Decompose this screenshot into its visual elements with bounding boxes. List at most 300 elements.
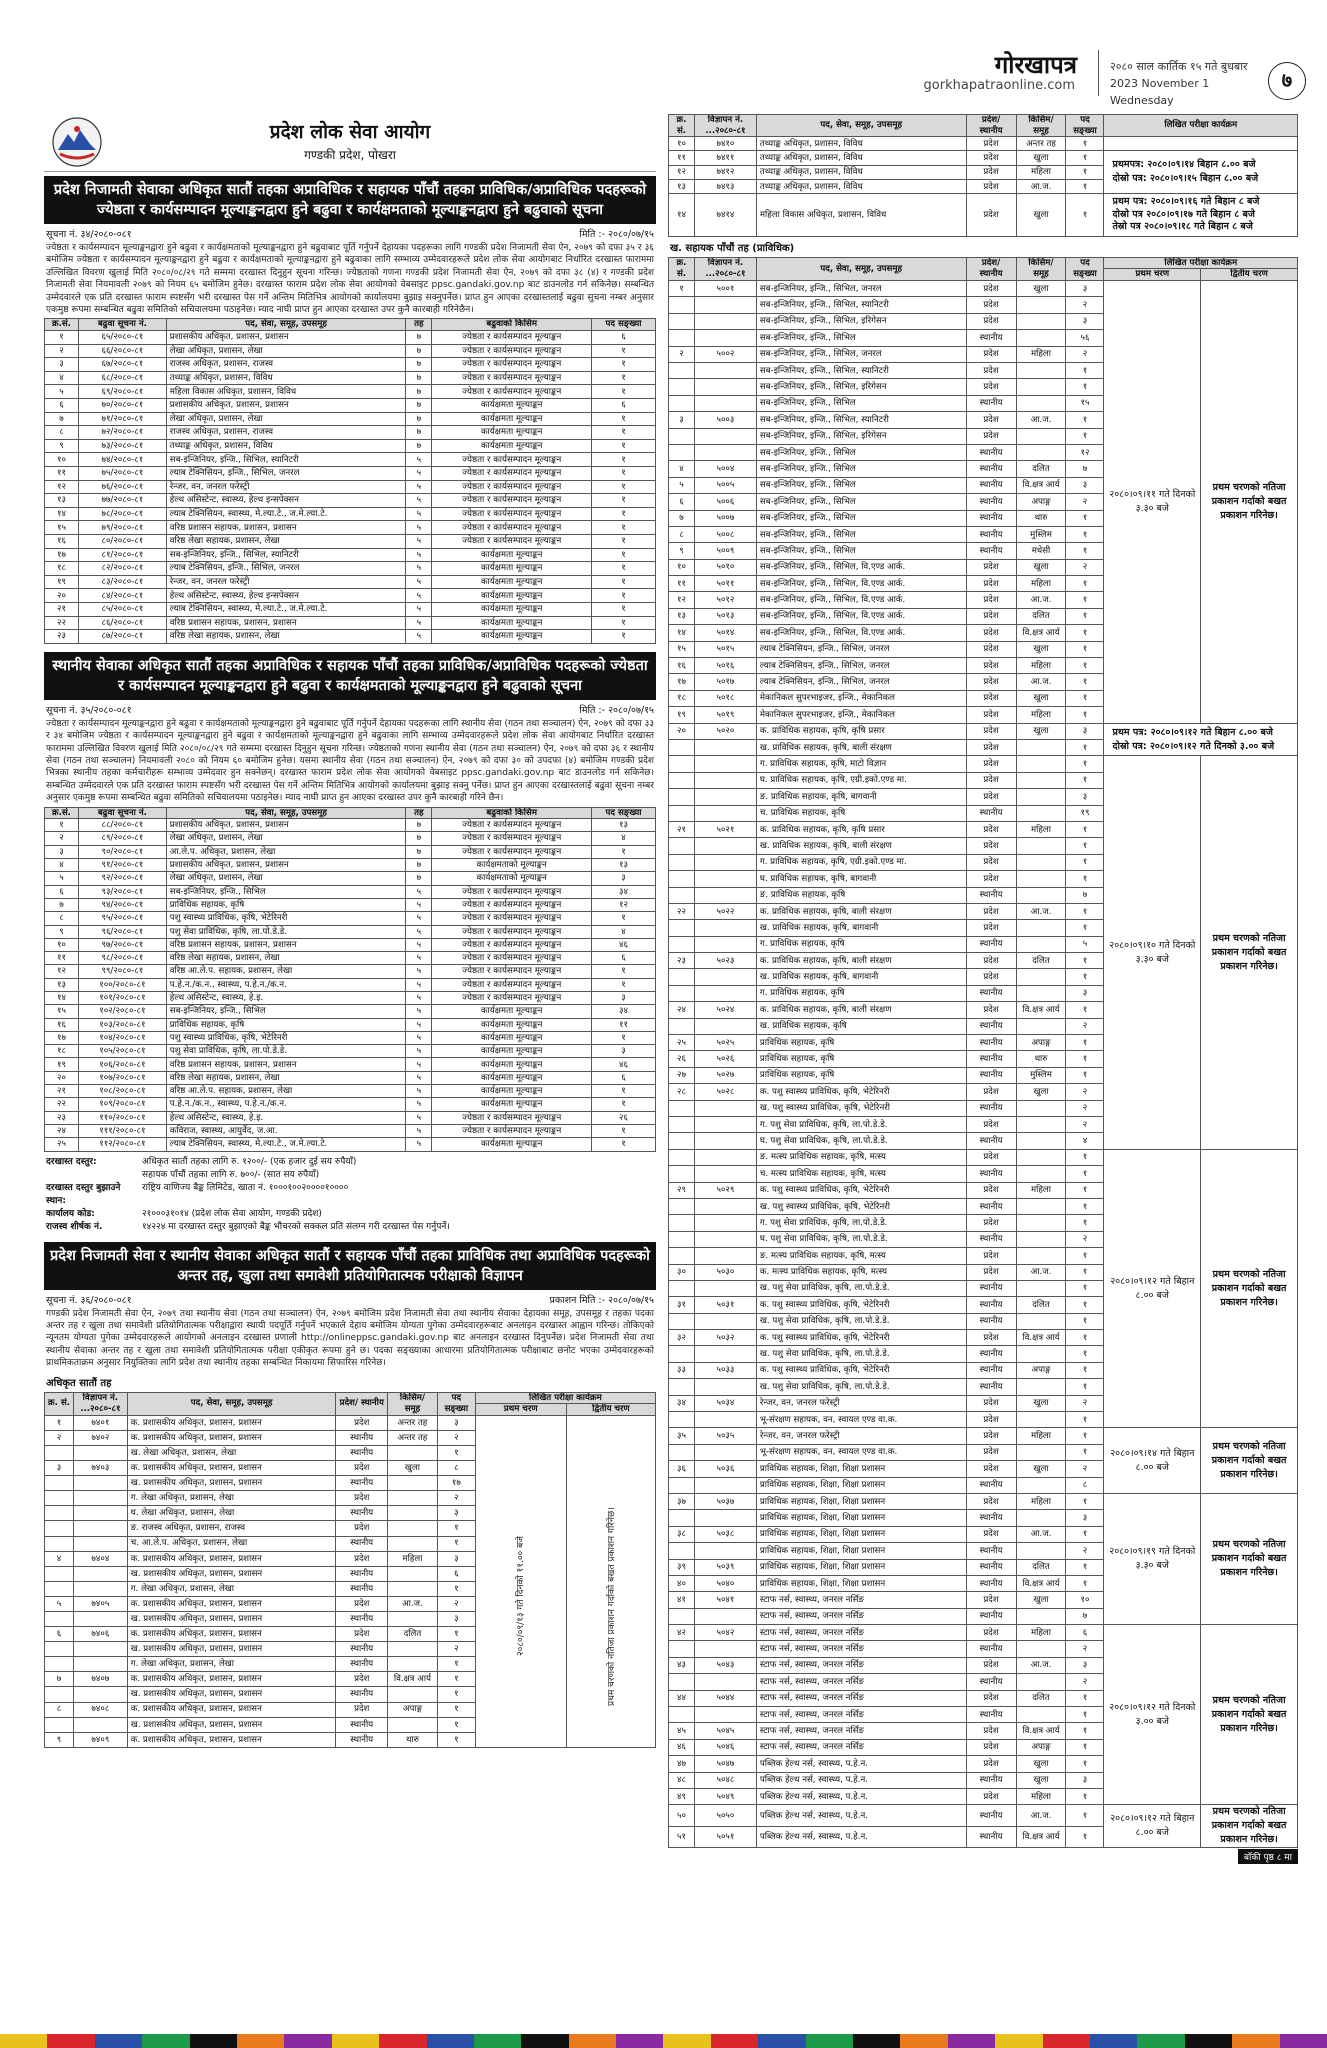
table-cell: प्राविधिक सहायक, कृषि (756, 1035, 966, 1051)
table-cell: ६ (437, 1566, 475, 1581)
table-cell: १ (1066, 674, 1104, 690)
table-cell: १ (1066, 1313, 1104, 1329)
table-cell: स्थानीय (336, 1536, 388, 1551)
table-cell: ५ (406, 521, 432, 535)
table-cell: प्रदेश (966, 903, 1016, 919)
fee-row (46, 1208, 654, 1221)
color-bar-segment (47, 2034, 94, 2048)
table-cell: ४२ (669, 1625, 695, 1641)
table-row (45, 562, 656, 576)
table-cell: १६ (669, 658, 695, 674)
table-cell: १ (1066, 1756, 1104, 1772)
table-cell: महिला (1016, 658, 1066, 674)
table-cell: स्थानीय (336, 1642, 388, 1657)
table-cell: ४ (45, 859, 79, 872)
website-link[interactable]: gorkhapatraonline.com (923, 78, 1075, 93)
table-cell: ३ (1066, 723, 1104, 739)
table-cell (669, 1166, 695, 1182)
table-cell: खुला (388, 1461, 438, 1476)
table-cell: १०१/२०८०-८१ (78, 991, 166, 1004)
fee-value: राष्ट्रिय वाणिज्य बैङ्क लिमिटेड, खाता नं. १०००१००२००००१०००० (142, 1182, 349, 1193)
table-cell: ५०२८ (694, 1084, 756, 1100)
table-cell: मुस्लिम (1016, 1067, 1066, 1083)
notice2-text: ज्येष्ठता र कार्यसम्पादन मूल्याङ्कनद्वारा हुने बढुवा र कार्यक्षमताको मूल्याङ्कनद्वारा हुने बढुवाबाट पूर्ति गर्नुपर्ने देहायका पदहरूका लागि स्थानीय सेवा (गठन तथा सञ्चालन) ऐन, २०७९ को दफा ३३ र ३४ बमोजिम ज्येष्ठता र कार्यसम्पादन मूल्याङ्कनद्वारा हुने बढुवा र कार्यक्षमताको मूल्याङ्कनद्वारा हुने बढुवाका लागि सम्भाव्य उम्मेदवारहरूले प्रदेश लोक सेवा आयोगबाट निर्धारित दरखास्त फाराममा उल्लिखित विवरण खुलाई मिति २०८०/०८/२९ गते सम्ममा दरखास्त दिनुहुन सूचना गरिन्छ। ज्येष्ठताको गणना स्थानीय सेवा (गठन तथा सञ्चालन) ऐन, २०७९ को दफा ३६ र स्थानीय सेवा (गठन तथा सञ्चालन) नियमावली २०८० को नियम ६० बमोजिम हुनेछ। यसमा स्थानीय सेवा (गठन तथा सञ्चालन) ऐन, २०७९ को दफा ३० को उपदफा (४) बमोजिम गण्डकी प्रदेश भित्रका स्थानीय तहका कर्मचारीहरू सम्भाव्य उम्मेदवार हुन सक्नेछन्। दरखास्त फाराम प्रदेश लोक सेवा आयोगको वेबसाइट ppsc.gandaki.gov.np बाट डाउनलोड गर्न सकिनेछ। सम्बन्धित उम्मेदवारले एक प्रति दरखास्त फाराम स्पष्टसँग भरी दरखास्त पेस गर्ने अन्तिम मितिभित्र आयोगको कार्यालयमा बुझाइ सक्नु पर्नेछ। प्राप्त हुन आएका दरखास्तलाई बढुवा सूचना नम्बर अनुसार एकमुष्ठ रूपमा सम्बन्धित बढुवा समितिको सचिवालयमा पठाइनेछ। म्याद नाघी प्राप्त हुन आएका दरखास्त उपर कुनै कारबाही गरिने छैन। (46, 718, 654, 804)
table-cell: प्रदेश (966, 1657, 1016, 1673)
table-cell: १ (1066, 1379, 1104, 1395)
table-cell: क. पशु स्वास्थ्य प्राविधिक, कृषि, भेटेरिनरी (756, 1084, 966, 1100)
table-cell: १ (1066, 953, 1104, 969)
table-cell: प्रदेश (966, 379, 1016, 395)
table-cell: मुस्लिम (1016, 526, 1066, 542)
table-cell (694, 969, 756, 985)
table-cell: ५० (669, 1805, 695, 1827)
table-row (45, 616, 656, 630)
table-cell (388, 1642, 438, 1657)
table-cell: ७ (406, 358, 432, 372)
table-cell (694, 1149, 756, 1165)
table-cell: १ (437, 1702, 475, 1717)
table-cell: स्थानीय (966, 1510, 1016, 1526)
color-bar-segment (853, 2034, 900, 2048)
table-cell (1016, 1166, 1066, 1182)
table-cell: ७२/२०८०-८१ (78, 426, 166, 440)
table-cell: १ (1066, 1215, 1104, 1231)
table-cell: ५००३ (694, 412, 756, 428)
table-cell (45, 1657, 74, 1672)
table-cell (669, 1100, 695, 1116)
table-cell: स्थानीय (966, 1346, 1016, 1362)
table-cell (694, 740, 756, 756)
table-cell: ३५ (669, 1428, 695, 1444)
table-cell: दलित (388, 1627, 438, 1642)
table-cell: १ (1066, 1264, 1104, 1280)
table-cell: ङ. मत्स्य प्राविधिक सहायक, कृषि, मत्स्य (756, 1248, 966, 1264)
table-cell (694, 1444, 756, 1460)
table-cell: ७ (406, 426, 432, 440)
table-cell: २७ (669, 1067, 695, 1083)
table-cell: प्रदेश (966, 1625, 1016, 1641)
table-cell: घ. पशु सेवा प्राविधिक, कृषि, ला.पो.डे.डे. (756, 1133, 966, 1149)
table-cell: १ (592, 521, 656, 535)
table-cell: सब-इन्जिनियर, इन्जि., सिभिल, स्यानिटरी (166, 453, 406, 467)
table-cell: ७ (1066, 887, 1104, 903)
table-cell: १ (1066, 690, 1104, 706)
table-cell: ३१ (669, 1297, 695, 1313)
table-cell: हेल्थ असिस्टेन्ट, स्वास्थ्य, हेल्थ इन्सपेक्सन (166, 494, 406, 508)
table-cell: ख. पशु सेवा प्राविधिक, कृषि, ला.पो.डे.डे. (756, 1346, 966, 1362)
table-cell (669, 1444, 695, 1460)
table-cell: ५०४९ (694, 1789, 756, 1805)
table-cell (1016, 838, 1066, 854)
table-cell: खुला (1016, 723, 1066, 739)
table-cell: ५००२ (694, 346, 756, 362)
table-cell: महिला (1016, 821, 1066, 837)
table-cell: ३४ (592, 885, 656, 898)
table-cell: स्थानीय (336, 1506, 388, 1521)
table-cell: ७४१० (694, 137, 756, 151)
th: प्रदेश/ स्थानीय (336, 1392, 388, 1415)
table-cell: अन्तर तह (388, 1430, 438, 1445)
table-cell: खुला (1016, 194, 1066, 237)
table-cell (388, 1521, 438, 1536)
table-cell: ५ (406, 1005, 432, 1018)
second-stage-text: प्रथम चरणको नतिजा प्रकाशन गर्दाको बखत प्रकाशन गरिनेछ। (1211, 1539, 1287, 1579)
table-cell (669, 297, 695, 313)
table-cell (1016, 1116, 1066, 1132)
table-cell: २१ (45, 1085, 79, 1098)
table-row (45, 385, 656, 399)
table-row (45, 331, 656, 345)
notice2-ref: सूचना नं. ३५/२०८०-०८१ (46, 704, 132, 716)
table-cell (669, 920, 695, 936)
table-cell: प्रदेश (966, 1493, 1016, 1509)
table-cell: सब-इन्जिनियर, इन्जि., सिभिल, जनरल (756, 346, 966, 362)
table-cell: १०४/२०८०-८१ (78, 1031, 166, 1044)
schedule-cell (1104, 723, 1298, 756)
table-cell: ५००८ (694, 526, 756, 542)
table-cell: १० (1066, 1592, 1104, 1608)
th: प्रदेश/ स्थानीय (966, 257, 1016, 280)
table-cell: ९८/२०८०-८१ (78, 952, 166, 965)
table-cell: १९ (669, 707, 695, 723)
table-cell (388, 1657, 438, 1672)
table-cell: १ (1066, 625, 1104, 641)
table-row (45, 507, 656, 521)
table-cell: प्रदेश (966, 1248, 1016, 1264)
table-cell: ज्येष्ठता र कार्यसम्पादन मूल्याङ्कन (432, 534, 592, 548)
table-cell: ३४ (592, 1005, 656, 1018)
table-cell: १ (1066, 1690, 1104, 1706)
table-cell: वरिष्ठ आ.ले.प. सहायक, प्रशासन, लेखा (166, 1085, 406, 1098)
table-cell: ५ (406, 1018, 432, 1031)
table-cell: ४६ (669, 1739, 695, 1755)
table-cell: १ (1066, 1826, 1104, 1848)
table-cell: १२ (669, 165, 695, 179)
table-cell: थारु (388, 1732, 438, 1747)
table-cell: प्राविधिक सहायक, कृषि (756, 1067, 966, 1083)
table-cell: राजस्व अधिकृत, प्रशासन, राजस्व (166, 426, 406, 440)
table-cell: महिला (1016, 1625, 1066, 1641)
table-cell (694, 772, 756, 788)
table-cell (73, 1566, 127, 1581)
second-stage-cell (1201, 1493, 1298, 1624)
table-cell: सब-इन्जिनियर, इन्जि., सिभिल (756, 477, 966, 493)
table-cell (694, 1100, 756, 1116)
table-cell: स्थानीय (336, 1430, 388, 1445)
table-cell: ५ (406, 453, 432, 467)
table-cell: १ (1066, 871, 1104, 887)
table-cell: १ (592, 507, 656, 521)
table-cell: १७ (669, 674, 695, 690)
table-cell: ४३ (669, 1657, 695, 1673)
table-cell: २८ (669, 1084, 695, 1100)
table-cell (694, 1133, 756, 1149)
table-cell: स्थानीय (966, 1018, 1016, 1034)
table-cell (694, 1510, 756, 1526)
table-cell: प्रदेश (336, 1491, 388, 1506)
table-cell: प्रदेश (966, 1444, 1016, 1460)
table-cell: १ (592, 480, 656, 494)
table-cell (1016, 985, 1066, 1001)
table-cell (669, 772, 695, 788)
table-cell (694, 1543, 756, 1559)
schedule-line: दोस्रो पत्र २०८०।०९।१७ गते बिहान ८ बजे (1112, 208, 1255, 220)
table-cell: प्रदेश (966, 674, 1016, 690)
table-cell: १ (1066, 1739, 1104, 1755)
th: पद सङ्ख्या (1066, 115, 1104, 137)
table-cell (1016, 313, 1066, 329)
table-cell: सब-इन्जिनियर, इन्जि., सिभिल, वि.एण्ड आर्क. (756, 592, 966, 608)
table-cell: ९९/२०८०-८१ (78, 965, 166, 978)
fee-value: सहायक पाँचौं तहका लागि रु. ७००/- (सात सय रुपैयाँ) (142, 1169, 320, 1180)
table-cell: प्रदेश (966, 313, 1016, 329)
table-cell: ख. पशु सेवा प्राविधिक, कृषि, ला.पो.डे.डे. (756, 1379, 966, 1395)
table-cell: ज्येष्ठता र कार्यसम्पादन मूल्याङ्कन (432, 925, 592, 938)
table-cell: १५ (1066, 395, 1104, 411)
table-cell: क. पशु स्वास्थ्य प्राविधिक, कृषि, भेटेरिनरी (756, 1297, 966, 1313)
table-cell: ७ (1066, 461, 1104, 477)
table-cell: कार्यक्षमताको मूल्याङ्कन (432, 859, 592, 872)
table-cell: कार्यक्षमता मूल्याङ्कन (432, 1138, 592, 1151)
table-cell: ५ (45, 385, 79, 399)
table-cell: १ (1066, 1248, 1104, 1264)
table-cell: ५०२४ (694, 1002, 756, 1018)
table-cell: प्रदेश (966, 151, 1016, 165)
th: किसिम/ समूह (1016, 257, 1066, 280)
table-cell: प्रदेश (966, 297, 1016, 313)
table-cell: १ (1066, 1362, 1104, 1378)
table-cell (669, 1510, 695, 1526)
table-cell: खुला (1016, 641, 1066, 657)
table-cell: प्रशासकीय अधिकृत, प्रशासन, प्रशासन (166, 819, 406, 832)
table-cell: ८८/२०८०-८१ (78, 819, 166, 832)
table-cell: प्रदेश (336, 1702, 388, 1717)
table-cell (669, 395, 695, 411)
table-cell: प्रदेश (966, 1002, 1016, 1018)
notice1-meta (44, 224, 656, 240)
table-cell (694, 1641, 756, 1657)
table-cell: १ (592, 965, 656, 978)
table-cell: वरिष्ठ प्रशासन सहायक, प्रशासन, प्रशासन (166, 938, 406, 951)
table-cell: प्राविधिक सहायक, शिक्षा, शिक्षा प्रशासन (756, 1543, 966, 1559)
table-cell: महिला (1016, 346, 1066, 362)
fee-row (46, 1182, 654, 1208)
table-cell: क. प्रशासकीय अधिकृत, प्रशासन, प्रशासन (127, 1551, 336, 1566)
table-cell (694, 444, 756, 460)
table-cell: ५०११ (694, 576, 756, 592)
table-cell (388, 1566, 438, 1581)
table-cell (73, 1536, 127, 1551)
table-cell: स्थानीय (966, 1477, 1016, 1493)
table-cell: सब-इन्जिनियर, इन्जि., सिभिल (756, 510, 966, 526)
table-cell: तथ्याङ्क अधिकृत, प्रशासन, विविध (166, 439, 406, 453)
table-row (45, 1005, 656, 1018)
th: क्र.सं. (45, 319, 79, 331)
table-cell: तथ्याङ्क अधिकृत, प्रशासन, विविध (756, 165, 966, 179)
table-cell: च. प्राविधिक सहायक, कृषि (756, 805, 966, 821)
table-cell: प.हे.न./क.न., स्वास्थ्य, प.हे.न./क.न. (166, 978, 406, 991)
schedule-cell (1104, 194, 1298, 237)
table-row (45, 426, 656, 440)
table-cell: १ (592, 426, 656, 440)
table-cell: महिला (1016, 1428, 1066, 1444)
table-cell (388, 1581, 438, 1596)
notice3-meta (44, 1290, 656, 1306)
table-cell: ३ (437, 1611, 475, 1626)
table-cell: प्रदेश (966, 1756, 1016, 1772)
table-cell: ज्येष्ठता र कार्यसम्पादन मूल्याङ्कन (432, 507, 592, 521)
table-row (45, 1098, 656, 1111)
table-cell: ७ (45, 1672, 74, 1687)
table-cell: ८६/२०८०-८१ (78, 616, 166, 630)
th: विज्ञापन नं. ...२०८०-८१ (694, 257, 756, 280)
table-cell (45, 1687, 74, 1702)
table-cell: ३ (1066, 1510, 1104, 1526)
table-cell: २३ (669, 953, 695, 969)
table-cell: प्रदेश (966, 1526, 1016, 1542)
table-cell: ५ (406, 507, 432, 521)
th: पद सङ्ख्या (592, 319, 656, 331)
notice3-header-row1 (45, 1392, 656, 1404)
table-cell: स्थानीय (966, 1772, 1016, 1788)
table-cell: ६ (592, 952, 656, 965)
table-cell: प.हे.न./क.न., स्वास्थ्य, प.हे.न./क.न. (166, 1098, 406, 1111)
table-cell: घ. प्राविधिक सहायक, कृषि, बागवानी (756, 871, 966, 887)
table-cell: स्थानीय (966, 1826, 1016, 1848)
table-row (45, 938, 656, 951)
table-cell: २ (1066, 559, 1104, 575)
table-cell: ११ (592, 1018, 656, 1031)
table-cell: १ (669, 281, 695, 297)
table-cell: क. प्रशासकीय अधिकृत, प्रशासन, प्रशासन (127, 1672, 336, 1687)
table-cell: १० (45, 453, 79, 467)
th: क्र. सं. (669, 257, 695, 280)
table-cell: ५ (406, 938, 432, 951)
table-row (45, 602, 656, 616)
second-stage-cell (566, 1415, 655, 1747)
table-cell: ११ (669, 576, 695, 592)
table-cell: स्थानीय (966, 1100, 1016, 1116)
table-cell: प्रदेश (336, 1461, 388, 1476)
table-cell: ७४०२ (73, 1430, 127, 1445)
table-cell (388, 1445, 438, 1460)
notice3-headline: प्रदेश निजामती सेवा र स्थानीय सेवाका अधिकृत सातौं र सहायक पाँचौं तहका प्राविधिक तथा अप्राविधिक पदहरूको अन्तर तह, खुला तथा समावेशी प्रतियोगितात्मक परीक्षाको विज्ञापन (44, 1242, 656, 1290)
table-cell: स्थानीय (966, 1313, 1016, 1329)
fee-key: दरखास्त दस्तुर बुझाउने स्थान: (46, 1182, 121, 1206)
first-stage-cell (1104, 1625, 1201, 1805)
color-bar-segment (806, 2034, 853, 2048)
table-cell: १ (592, 1098, 656, 1111)
table-cell: ख. प्राविधिक सहायक, कृषि, बागवानी (756, 920, 966, 936)
notice1-text: ज्येष्ठता र कार्यसम्पादन मूल्याङ्कनद्वारा हुने बढुवा र कार्यक्षमताको मूल्याङ्कनद्वारा हुने बढुवाबाट पूर्ति गर्नुपर्ने देहायका पदहरूका लागि गण्डकी प्रदेश निजामती सेवा ऐन, २०७९ को दफा ३५ र ३६ बमोजिम ज्येष्ठता र कार्यसम्पादन मूल्याङ्कनद्वारा हुने बढुवा र कार्यक्षमताको मूल्याङ्कनद्वारा हुने बढुवाका लागि सम्भाव्य उम्मेदवारहरूले प्रदेश लोक सेवा आयोगबाट निर्धारित दरखास्त फाराममा उल्लिखित विवरण खुलाई मिति २०८०/०८/२९ गते सम्ममा दरखास्त दिनुहुन सूचना गरिन्छ। ज्येष्ठताको गणना गण्डकी प्रदेश निजामती सेवा ऐन, २०७९ को दफा ३८ (४) र गण्डकी प्रदेश निजामती सेवा नियमावली २०७९ को नियम ६५ बमोजिम हुनेछ। दरखास्त फाराम प्रदेश लोक सेवा आयोगको वेबसाइट ppsc.gandaki.gov.np बाट डाउनलोड गर्न सकिनेछ। सम्बन्धित उम्मेदवारले एक प्रति दरखास्त फाराम स्पष्टसँग भरी दरखास्त पेस गर्ने अन्तिम मितिभित्र आयोगको कार्यालयमा बुझाइ सक्नुपर्नेछ। प्राप्त हुन आएका दरखास्तलाई बढुवा सुचना नम्बर अनुसार एकमुष्ठ रूपमा सम्बन्धित बढुवा समितिको सचिवालयमा पठाइनेछ। म्याद नाघी प्राप्त हुन आएका दरखास्त उपर कुनै कारबाही गरिनेछैन। (46, 243, 654, 316)
color-bar-segment (1137, 2034, 1184, 2048)
table-cell: ५ (406, 898, 432, 911)
table-cell: कार्यक्षमता मूल्याङ्कन (432, 1085, 592, 1098)
table-cell: १ (1066, 1330, 1104, 1346)
table-cell: क. प्रशासकीय अधिकृत, प्रशासन, प्रशासन (127, 1702, 336, 1717)
table-cell (73, 1445, 127, 1460)
table-cell: ७ (406, 385, 432, 399)
table-cell: १७ (45, 548, 79, 562)
table-cell (669, 1641, 695, 1657)
table-cell: सब-इन्जिनियर, इन्जि., सिभिल, इरिगेसन (756, 428, 966, 444)
table-cell: १४ (669, 194, 695, 237)
first-stage-cell (1104, 1805, 1201, 1848)
table-cell: २ (1066, 297, 1104, 313)
notice2-date: मिति :- २०८०/०७/१५ (579, 704, 654, 716)
table-cell: आ.ज. (1016, 674, 1066, 690)
table-cell: ५०१३ (694, 608, 756, 624)
table-row (45, 1111, 656, 1124)
table-cell: १ (1066, 1526, 1104, 1542)
first-stage-text: २०८०।०९।१२ गते दिनको ३.०० बजे (1109, 1701, 1196, 1727)
table-cell: १५ (45, 521, 79, 535)
table-cell: १ (1066, 363, 1104, 379)
table-cell (1016, 1133, 1066, 1149)
table-cell: १ (1066, 838, 1104, 854)
second-stage-text: प्रथम चरणको नतिजा प्रकाशन गर्दाको बखत प्रकाशन गरिनेछ। (1211, 1440, 1287, 1480)
table-cell: भू-संरक्षण सहायक, वन, स्वायल एण्ड वा.क. (756, 1444, 966, 1460)
table-cell: १ (1066, 1412, 1104, 1428)
table-cell: खुला (1016, 1084, 1066, 1100)
th: किसिम/ समूह (388, 1392, 438, 1415)
table-cell: ग. प्राविधिक सहायक, कृषि, एग्री.इको.एण्ड मा. (756, 854, 966, 870)
table-cell (694, 936, 756, 952)
th: पद सङ्ख्या (1066, 257, 1104, 280)
color-bar-segment (474, 2034, 521, 2048)
table-cell (45, 1521, 74, 1536)
table-cell (669, 1116, 695, 1132)
table-cell: १००/२०८०-८१ (78, 978, 166, 991)
table-cell: स्थानीय (966, 1575, 1016, 1591)
table-cell (388, 1476, 438, 1491)
table-row (45, 480, 656, 494)
table-cell: सब-इन्जिनियर, इन्जि., सिभिल, स्यानिटरी (756, 297, 966, 313)
table-cell: आ.ज. (1016, 1657, 1066, 1673)
table-cell: महिला विकास अधिकृत, प्रशासन, विविध (166, 385, 406, 399)
table-cell: १ (1066, 1149, 1104, 1165)
table-row (45, 371, 656, 385)
table-cell: १ (1066, 1805, 1104, 1827)
first-stage-text: २०८०।०९।११ गते दिनको ३.३० बजे (1109, 488, 1196, 514)
table-cell: स्थानीय (966, 395, 1016, 411)
table-cell: महिला (1016, 1182, 1066, 1198)
table-cell: ग. प्राविधिक सहायक, कृषि (756, 985, 966, 1001)
table-cell: ज्येष्ठता र कार्यसम्पादन मूल्याङ्कन (432, 521, 592, 535)
table-cell: प्रदेश (966, 1789, 1016, 1805)
table-cell: ज्येष्ठता र कार्यसम्पादन मूल्याङ्कन (432, 832, 592, 845)
second-stage-cell (1201, 756, 1298, 1149)
table-cell: ७७/२०८०-८१ (78, 494, 166, 508)
table-row (45, 1071, 656, 1084)
table-cell: महिला (1016, 1789, 1066, 1805)
table-cell: प्राविधिक सहायक, शिक्षा, शिक्षा प्रशासन (756, 1461, 966, 1477)
table-cell: प्रदेश (966, 592, 1016, 608)
table-cell: ज्येष्ठता र कार्यसम्पादन मूल्याङ्कन (432, 1111, 592, 1124)
color-bar-segment (1185, 2034, 1232, 2048)
table-row (45, 453, 656, 467)
table-cell: लेखा अधिकृत, प्रशासन, लेखा (166, 832, 406, 845)
table-cell: १ (1066, 137, 1104, 151)
table-cell: ७४०९ (73, 1732, 127, 1747)
th: बढुवा सूचना नं. (78, 807, 166, 819)
table-cell: तथ्याङ्क अधिकृत, प्रशासन, विविध (756, 180, 966, 194)
table-cell: २२ (669, 903, 695, 919)
table-cell: स्थानीय (966, 1674, 1016, 1690)
table-cell: सब-इन्जिनियर, इन्जि., सिभिल, वि.एण्ड आर्क. (756, 625, 966, 641)
table-cell: प्रदेश (336, 1415, 388, 1430)
table-cell (1016, 379, 1066, 395)
